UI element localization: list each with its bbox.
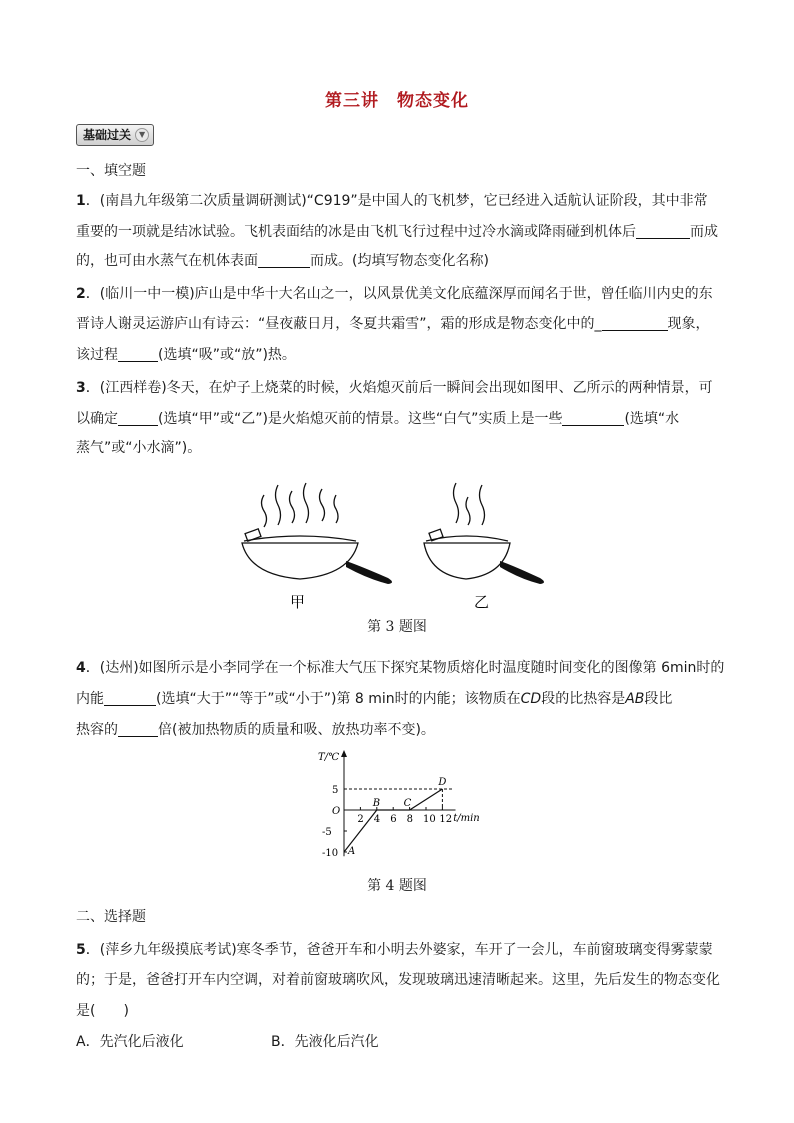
point-label-c: C <box>403 798 412 809</box>
q1-text-3a: 的，也可由水蒸气在机体表面 <box>76 253 258 269</box>
q4-text-3a: 热容的 <box>76 722 118 738</box>
q3-line-1 <box>76 377 721 397</box>
q5-line-3: 是( ) <box>76 1003 129 1019</box>
q3-number: 3 <box>76 380 86 396</box>
answer-blank[interactable] <box>104 691 156 706</box>
q1-text-1: ．(南昌九年级第二次质量调研测试)“C919”是中国人的飞机梦，它已经进入适航认证阶段，其中非常 <box>85 193 708 209</box>
q3-figure <box>238 475 558 615</box>
badge-label: 基础过关 <box>83 128 132 142</box>
pan-a-label: 甲 <box>290 593 306 611</box>
q3-text-2b: (选填“甲”或“乙”)是火焰熄灭前的情景。这些“白气”实质上是一些 <box>158 411 563 427</box>
page-title: 第三讲 物态变化 <box>325 91 469 111</box>
q3-caption: 第 3 题图 <box>367 619 427 635</box>
q1-text-2b: 而成 <box>690 224 718 240</box>
chevron-down-icon: ▼ <box>135 128 149 142</box>
q4-text-2d: 段的比热容是 <box>541 691 626 707</box>
section-badge <box>76 124 154 146</box>
q1-text-3b: 而成。(均填写物态变化名称) <box>310 253 489 269</box>
point-label-b: B <box>372 798 381 809</box>
answer-blank[interactable] <box>118 722 158 737</box>
point-label-d: D <box>438 777 447 788</box>
answer-blank[interactable] <box>636 224 690 239</box>
q5-text-1: ．(萍乡九年级摸底考试)寒冬季节，爸爸开车和小明去外婆家，车开了一会儿，车前窗玻璃变得雾蒙蒙 <box>85 942 713 958</box>
pan-b-label: 乙 <box>474 593 490 611</box>
q2-number: 2 <box>76 286 86 302</box>
x-tick-label: 12 <box>439 814 453 825</box>
pan-b-handle <box>500 561 544 584</box>
pan-b-image <box>424 483 510 579</box>
x-tick-label: 10 <box>423 814 436 825</box>
q3-line-2 <box>76 408 721 428</box>
q2-text-1: ．(临川一中一模)庐山是中华十大名山之一，以风景优美文化底蕴深厚而闻名于世，曾任临川内史的东 <box>85 286 713 302</box>
x-tick-label: 4 <box>373 814 381 825</box>
q4-chart <box>310 748 490 860</box>
q4-text-3b: 倍(被加热物质的质量和吸、放热功率不变)。 <box>158 722 435 738</box>
x-tick-label: 6 <box>390 814 397 825</box>
q2-line-3 <box>76 344 721 364</box>
q4-line-1 <box>76 657 725 677</box>
section-heading-choice: 二、选择题 <box>76 909 146 925</box>
y-tick-label: -5 <box>322 827 332 838</box>
q4-segment-ab: AB <box>625 691 645 707</box>
x-tick-label: 8 <box>406 814 413 825</box>
y-axis-arrow <box>341 750 347 757</box>
y-tick-label: 5 <box>332 785 339 796</box>
q5-line-2: 的；于是，爸爸打开车内空调，对着前窗玻璃吹风，发现玻璃迅速清晰起来。这里，先后发生的物态变化 <box>76 972 720 988</box>
option-b[interactable]: B．先液化后汽化 <box>271 1034 379 1050</box>
section-heading-fill: 一、填空题 <box>76 163 146 179</box>
answer-blank[interactable] <box>602 316 668 331</box>
q4-text-1: ．(达州)如图所示是小李同学在一个标准大气压下探究某物质熔化时温度随时间变化的图像第 6min时的 <box>85 660 725 676</box>
answer-blank[interactable] <box>258 253 310 268</box>
q2-line-1 <box>76 283 721 303</box>
answer-blank[interactable] <box>562 411 624 426</box>
q4-text-2f: 段比 <box>644 691 673 707</box>
q1-line-1 <box>76 190 721 210</box>
x-axis-label: t/min <box>453 813 480 824</box>
y-axis-label: T/℃ <box>318 752 340 763</box>
q3-text-2c: (选填“水 <box>624 411 680 427</box>
q3-line-3: 蒸气”或“小水滴”)。 <box>76 440 202 456</box>
q1-line-2 <box>76 221 721 241</box>
point-label-a: A <box>348 846 356 857</box>
q2-text-2b: 现象， <box>667 316 710 332</box>
q4-segment-cd: CD <box>520 691 542 707</box>
pan-a-image <box>242 483 388 581</box>
q5-line-1 <box>76 939 721 959</box>
pan-a-handle <box>346 561 392 584</box>
q2-line-2 <box>76 313 721 333</box>
q5-number: 5 <box>76 942 86 958</box>
q3-text-1: ．(江西样卷)冬天，在炉子上烧菜的时候，火焰熄灭前后一瞬间会出现如图甲、乙所示的两种情景，可 <box>85 380 713 396</box>
q1-number: 1 <box>76 193 86 209</box>
y-tick-label: -10 <box>322 848 339 859</box>
option-a[interactable]: A．先汽化后液化 <box>76 1034 184 1050</box>
q4-line-2 <box>76 688 721 708</box>
x-tick-label: 2 <box>357 814 364 825</box>
answer-blank[interactable] <box>118 411 158 426</box>
q4-caption: 第 4 题图 <box>367 878 427 894</box>
q3-text-2a: 以确定 <box>76 411 118 427</box>
q1-text-2a: 重要的一项就是结冰试验。飞机表面结的冰是由飞机飞行过程中过冷水滴或降雨碰到机体后 <box>76 224 636 240</box>
q2-text-3a: 该过程 <box>76 347 118 363</box>
answer-blank[interactable] <box>118 347 158 362</box>
q2-text-2a: 晋诗人谢灵运游庐山有诗云：“昼夜蔽日月，冬夏共霜雪”，霜的形成是物态变化中的_ <box>76 316 602 332</box>
q1-line-3 <box>76 250 721 270</box>
q4-line-3 <box>76 719 721 739</box>
q2-text-3b: (选填“吸”或“放”)热。 <box>158 347 296 363</box>
q4-number: 4 <box>76 660 86 676</box>
q4-text-2b: (选填“大于”“等于”或“小于”)第 8 min时的内能；该物质在 <box>156 691 521 707</box>
origin-label: O <box>332 806 341 817</box>
q4-text-2a: 内能 <box>76 691 104 707</box>
